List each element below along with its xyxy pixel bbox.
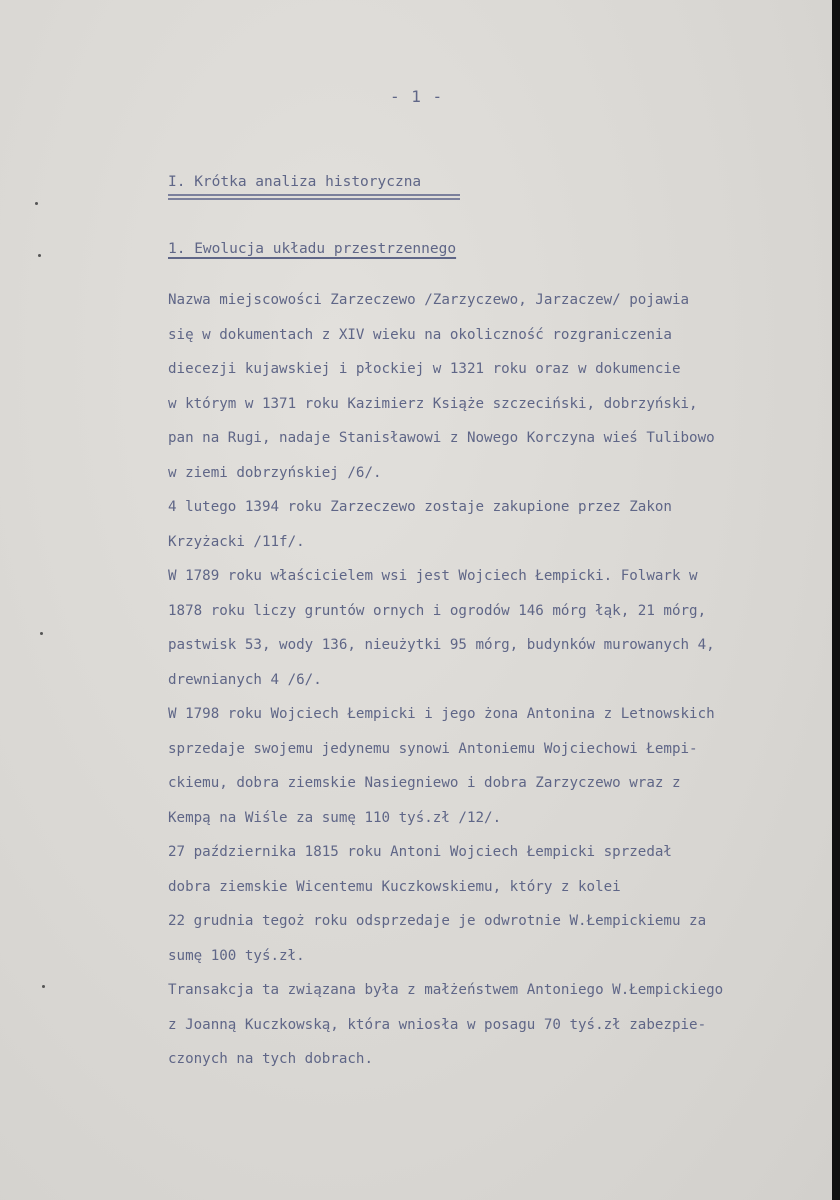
- text-line: pan na Rugi, nadaje Stanisławowi z Nowego Korczyna wieś Tulibowo: [168, 430, 715, 446]
- text-line: 4 lutego 1394 roku Zarzeczewo zostaje zakupione przez Zakon: [168, 499, 672, 515]
- body-text: [168, 288, 723, 1082]
- text-line: drewnianych 4 /6/.: [168, 671, 322, 688]
- paper-speck: [40, 632, 43, 635]
- text-line: 1878 roku liczy gruntów ornych i ogrodów 146 mórg łąk, 21 mórg,: [168, 602, 707, 619]
- text-line: sumę 100 tyś.zł.: [168, 947, 305, 964]
- text-line: 27 października 1815 roku Antoni Wojciech Łempicki sprzedał: [168, 844, 672, 860]
- text-line: ckiemu, dobra ziemskie Nasiegniewo i dobra Zarzyczewo wraz z: [168, 775, 681, 791]
- section-heading: I. Krótka analiza historyczna: [168, 174, 422, 190]
- text-line: W 1789 roku właścicielem wsi jest Wojciech Łempicki. Folwark w: [168, 568, 698, 584]
- text-line: pastwisk 53, wody 136, nieużytki 95 mórg, budynków murowanych 4,: [168, 637, 715, 653]
- text-line: diecezji kujawskiej i płockiej w 1321 roku oraz w dokumencie: [168, 361, 681, 377]
- page-number: - 1 -: [390, 87, 444, 106]
- text-line: Transakcja ta związana była z małżeństwem Antoniego W.Łempickiego: [168, 982, 724, 998]
- paper-speck: [38, 254, 41, 257]
- text-line: w którym w 1371 roku Kazimierz Książe szczeciński, dobrzyński,: [168, 395, 698, 412]
- text-line: z Joanną Kuczkowską, która wniosła w posagu 70 tyś.zł zabezpie-: [168, 1016, 707, 1033]
- text-line: czonych na tych dobrach.: [168, 1051, 373, 1067]
- heading-double-underline: [168, 194, 460, 200]
- subsection-heading: 1. Ewolucja układu przestrzennego: [168, 241, 457, 257]
- text-line: W 1798 roku Wojciech Łempicki i jego żona Antonina z Letnowskich: [168, 706, 715, 722]
- text-line: się w dokumentach z XIV wieku na okoliczność rozgraniczenia: [168, 326, 672, 343]
- text-line: Nazwa miejscowości Zarzeczewo /Zarzyczewo, Jarzaczew/ pojawia: [168, 292, 690, 308]
- text-line: 22 grudnia tegoż roku odsprzedaje je odwrotnie W.Łempickiemu za: [168, 913, 707, 929]
- text-line: w ziemi dobrzyńskiej /6/.: [168, 464, 382, 481]
- scan-edge: [832, 0, 840, 1200]
- paper-speck: [35, 202, 38, 205]
- text-line: Krzyżacki /11f/.: [168, 533, 305, 550]
- text-line: Kempą na Wiśle za sumę 110 tyś.zł /12/.: [168, 809, 502, 826]
- text-line: dobra ziemskie Wicentemu Kuczkowskiemu, który z kolei: [168, 878, 621, 895]
- text-line: sprzedaje swojemu jedynemu synowi Antoniemu Wojciechowi Łempi-: [168, 740, 698, 757]
- paper-speck: [42, 985, 45, 988]
